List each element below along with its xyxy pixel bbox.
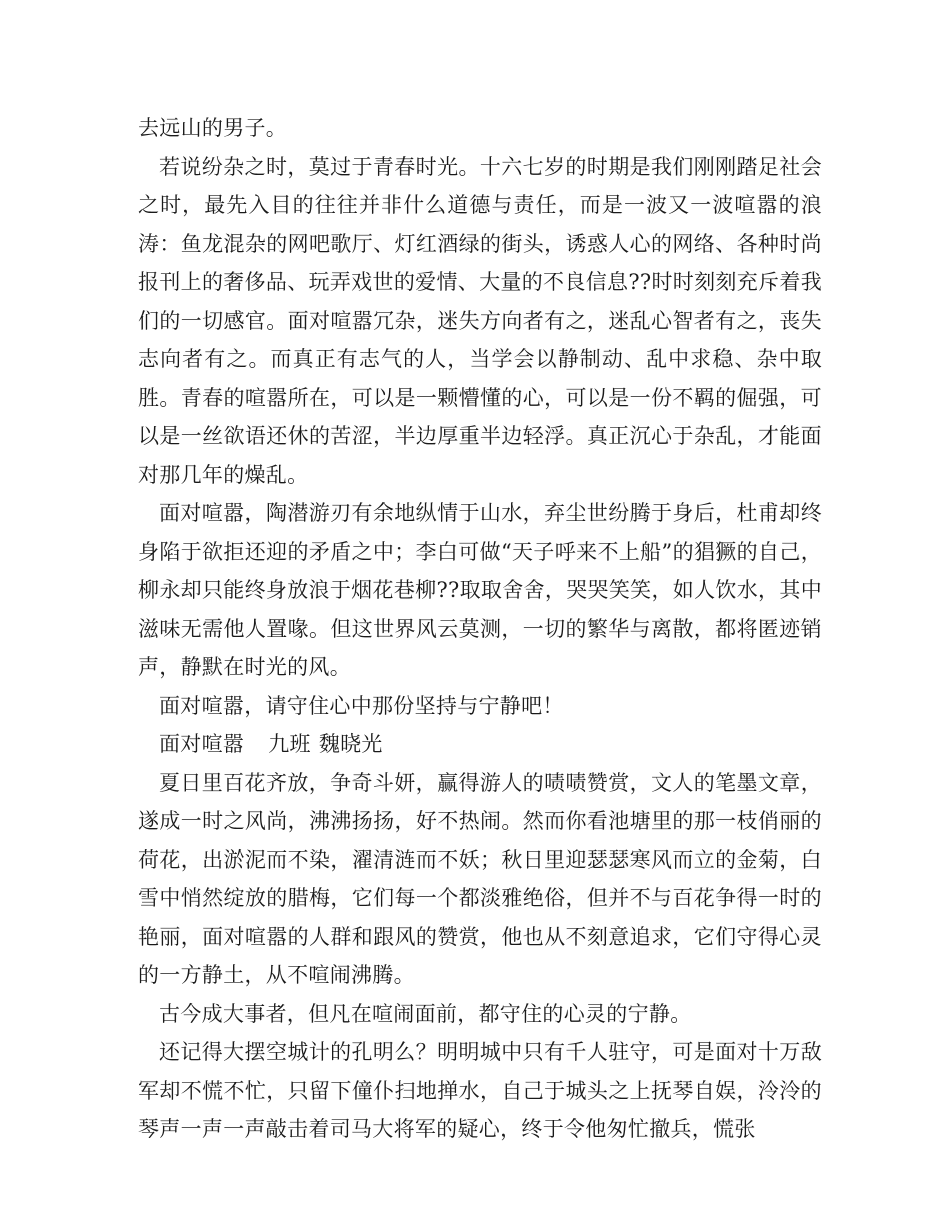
- essay-class: 九班: [268, 732, 311, 756]
- paragraph-great-men: 古今成大事者，但凡在喧闹面前，都守住的心灵的宁静。: [159, 1001, 692, 1026]
- essay-title: 面对喧嚣: [159, 732, 245, 756]
- paragraph-kongming: 还记得大摆空城计的孔明么？明明城中只有千人驻守，可是面对十万敌军却不慌不忙，只留下僮仆扫地掸水，自己于城头之上抚琴自娱，泠泠的琴声一声一声敲击着司马大将军的疑心，终于令他匆忙撤兵，慌张: [138, 1040, 822, 1141]
- essay-author: 魏晓光: [318, 732, 383, 756]
- paragraph-flowers: 夏日里百花齐放，争奇斗妍，赢得游人的啧啧赞赏，文人的笔墨文章，遂成一时之风尚，沸沸扬扬，好不热闹。然而你看池塘里的那一枝俏丽的荷花，出淤泥而不染，濯清涟而不妖；秋日里迎瑟瑟寒风而立的金菊，白雪中悄然绽放的腊梅，它们每一个都淡雅绝俗，但并不与百花争得一时的艳丽，面对喧嚣的人群和跟风的赞赏，他也从不刻意追求，它们守得心灵的一方静土，从不喧闹沸腾。: [138, 770, 822, 987]
- paragraph-poets: 面对喧嚣，陶潜游刃有余地纵情于山水，弃尘世纷腾于身后，杜甫却终身陷于欲拒还迎的矛盾之中；李白可做“天子呼来不上船”的猖獗的自己，柳永却只能终身放浪于烟花巷柳??取取舍舍，哭哭笑笑，如人饮水，其中滋味无需他人置喙。但这世界风云莫测，一切的繁华与离散，都将匿迹销声，静默在时光的风。: [138, 501, 822, 679]
- essay-byline: [138, 725, 822, 764]
- paragraph-conclusion: 面对喧嚣，请守住心中那份坚持与宁静吧！: [159, 693, 564, 718]
- continuation-line: 去远山的男子。: [138, 116, 288, 140]
- paragraph-youth: 若说纷杂之时，莫过于青春时光。十六七岁的时期是我们刚刚踏足社会之时，最先入目的往往并非什么道德与责任，而是一波又一波喧嚣的浪涛：鱼龙混杂的网吧歌厅、灯红酒绿的街头，诱惑人心的网络、各种时尚报刊上的奢侈品、玩弄戏世的爱情、大量的不良信息??时时刻刻充斥着我们的一切感官。面对喧嚣冗杂，迷失方向者有之，迷乱心智者有之，丧失志向者有之。而真正有志气的人，当学会以静制动、乱中求稳、杂中取胜。青春的喧嚣所在，可以是一颗懵懂的心，可以是一份不羁的倔强，可以是一丝欲语还休的苦涩，半边厚重半边轻浮。真正沉心于杂乱，才能面对那几年的燥乱。: [138, 154, 822, 487]
- document-body: [138, 109, 822, 1149]
